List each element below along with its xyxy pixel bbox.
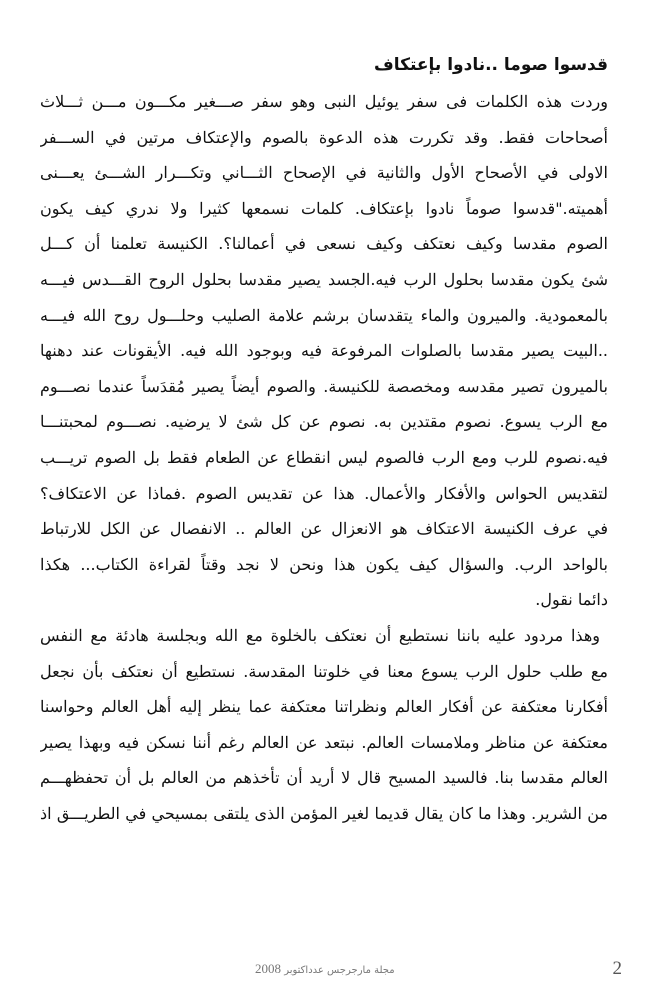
text-line: لتقديس الحواس والأفكار والأعمال. هذا عن تقديس الصوم .فماذا عن الاعتكاف؟	[40, 483, 608, 503]
paragraph-2	[40, 618, 608, 832]
text-line: وهذا مردود عليه باننا نستطيع أن نعتكف بالخلوة مع الله وبجلسة هادئة مع النفس	[40, 625, 600, 645]
text-line: الاولى في الأصحاح الأول والثانية في الإصحاح الثـــاني وتكـــرار الشـــئ يعـــنى	[40, 163, 608, 183]
article-title: قدسوا صوما ..نادوا بإعتكاف	[373, 55, 608, 75]
text-line: في عرف الكنيسة الاعتكاف هو الانعزال عن العالم .. الانفصال عن الكل للارتباط	[40, 519, 608, 539]
journal-year: 2008	[255, 961, 281, 976]
text-line: وردت هذه الكلمات فى سفر يوئيل النبى وهو سفر صـــغير مكـــون مـــن ثـــلاث	[40, 92, 608, 111]
page-footer	[0, 958, 648, 982]
document-page	[40, 52, 608, 831]
text-line: شئ يكون مقدسا بحلول الرب فيه.الجسد يصير مقدسا بحلول الروح القـــدس فيـــه	[40, 269, 608, 289]
text-line: مع طلب حلول الرب يسوع معنا في خلوتنا المقدسة. نستطيع أن نعتكف بأن نجعل	[40, 661, 608, 681]
text-line: أهميته."قدسوا صوماً نادوا بإعتكاف. كلمات نسمعها كثيرا ولا ندري كيف يكون	[40, 198, 608, 218]
text-line: أصحاحات فقط. وقد تكررت هذه الدعوة بالصوم والإعتكاف مرتين في الســـفر	[40, 127, 608, 147]
page-number: 2	[612, 958, 622, 979]
paragraph-1	[40, 84, 608, 618]
text-line: بالمعمودية. والميرون والماء يتقدسان برشم علامة الصليب وحلـــول روح الله فيـــه	[40, 305, 608, 325]
journal-citation	[255, 961, 395, 977]
text-line: الصوم مقدسا وكيف نعتكف وكيف نسعى في أعمالنا؟. الكنيسة تعلمنا أن كـــل	[40, 234, 608, 254]
text-line: فيه.نصوم للرب ومع الرب فالصوم ليس انقطاع عن الطعام فقط بل الصوم تريـــب	[40, 447, 608, 467]
text-line: بالواحد الرب. والسؤال كيف يكون هذا ونحن لا نجد وقتاً لقراءة الكتاب... هكذا	[40, 554, 608, 574]
text-line: العالم مقدسا بنا. فالسيد المسيح قال لا أريد أن تأخذهم من العالم بل أن تحفظهـــم	[40, 768, 608, 788]
text-line: من الشرير. وهذا ما كان يقال قديما لغير المؤمن الذى يلتقى بمسيحي في الطريـــق اذ	[40, 803, 608, 823]
text-line: بالميرون تصير مقدسه ومخصصة للكنيسة. والصوم أيضاً يصير مُقدَساً عندما نصـــوم	[40, 376, 608, 396]
text-line: دائما نقول.	[535, 590, 608, 610]
text-line: مع الرب يسوع. نصوم مقتدين به. نصوم عن كل شئ لا يرضيه. نصـــوم لمحبتنـــا	[40, 412, 608, 432]
text-line: معتكفة عن مناظر وملامسات العالم. نبتعد عن العالم رغم أننا نسكن فيه وبهذا يصير	[40, 732, 608, 752]
text-line: أفكارنا معتكفة عن أفكار العالم ونظراتنا معتكفة عما ينظر إليه أهل العالم وحواسنا	[40, 697, 608, 717]
text-line: ..البيت يصير مقدسا بالصلوات المرفوعة فيه وبوجود الله فيه. الأيقونات عند دهنها	[40, 341, 608, 361]
journal-title: مجلة مارجرجس عدداكتوبر	[284, 965, 395, 976]
